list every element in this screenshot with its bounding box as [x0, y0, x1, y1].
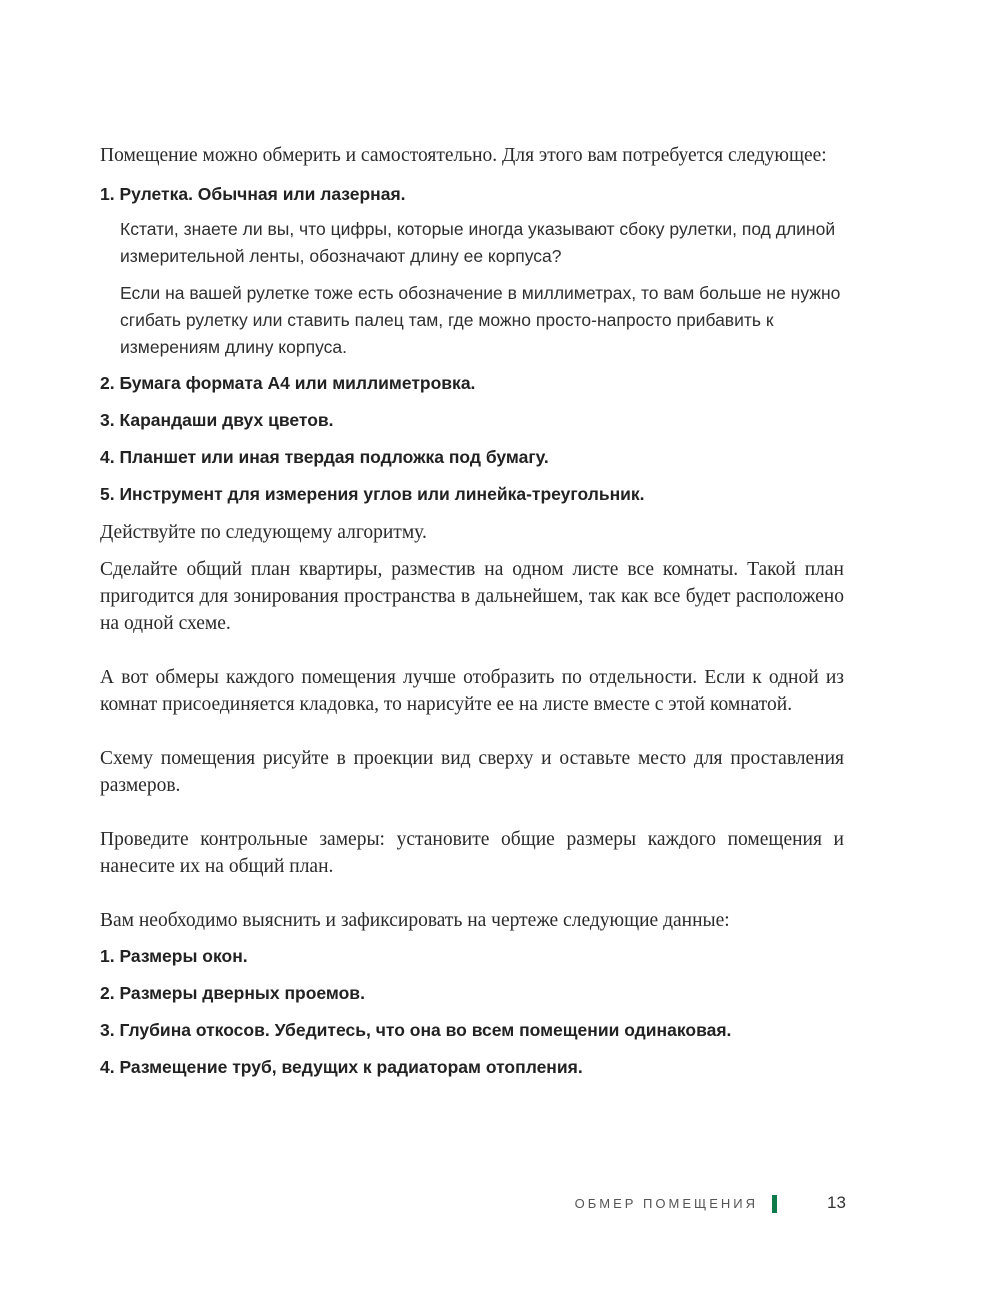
- tool-item: 5. Инструмент для измерения углов или линейка-треугольник.: [100, 484, 645, 504]
- tape-note: Если на вашей рулетке тоже есть обозначение в миллиметрах, то вам больше не нужно сгибать рулетку или ставить палец там, где можно просто-напросто прибавить к измерениям длину корпуса.: [120, 283, 841, 357]
- tape-note: Кстати, знаете ли вы, что цифры, которые иногда указывают сбоку рулетки, под длиной измерительной ленты, обозначают длину ее корпуса?: [120, 219, 836, 266]
- page-number: 13: [827, 1193, 846, 1212]
- accent-bar: [772, 1195, 777, 1213]
- body-paragraph: Сделайте общий план квартиры, разместив на одном листе все комнаты. Такой план пригодится для зонирования пространства в дальнейшем, так как все будет расположено на одной схеме.: [100, 559, 844, 634]
- tool-item: 4. Планшет или иная твердая подложка под бумагу.: [100, 447, 549, 467]
- body-paragraph: Схему помещения рисуйте в проекции вид сверху и оставьте место для проставления размеров.: [100, 748, 844, 796]
- data-item: 2. Размеры дверных проемов.: [100, 983, 365, 1003]
- tool-item: 2. Бумага формата А4 или миллиметровка.: [100, 373, 476, 393]
- page-body: [100, 142, 844, 1079]
- body-paragraph: Вам необходимо выяснить и зафиксировать на чертеже следующие данные:: [100, 910, 730, 931]
- page-footer: [0, 1193, 986, 1217]
- intro-paragraph: Помещение можно обмерить и самостоятельно. Для этого вам потребуется следующее:: [100, 145, 827, 166]
- data-item: 1. Размеры окон.: [100, 946, 248, 966]
- tool-item: 1. Рулетка. Обычная или лазерная.: [100, 184, 406, 204]
- data-item: 3. Глубина откосов. Убедитесь, что она во всем помещении одинаковая.: [100, 1020, 732, 1040]
- tool-item: 3. Карандаши двух цветов.: [100, 410, 334, 430]
- data-item: 4. Размещение труб, ведущих к радиаторам отопления.: [100, 1057, 583, 1077]
- body-paragraph: Действуйте по следующему алгоритму.: [100, 522, 427, 543]
- section-title: ОБМЕР ПОМЕЩЕНИЯ: [574, 1196, 758, 1211]
- body-paragraph: Проведите контрольные замеры: установите общие размеры каждого помещения и нанесите их на общий план.: [100, 829, 844, 877]
- body-paragraph: А вот обмеры каждого помещения лучше отобразить по отдельности. Если к одной из комнат присоединяется кладовка, то нарисуйте ее на листе вместе с этой комнатой.: [100, 667, 844, 715]
